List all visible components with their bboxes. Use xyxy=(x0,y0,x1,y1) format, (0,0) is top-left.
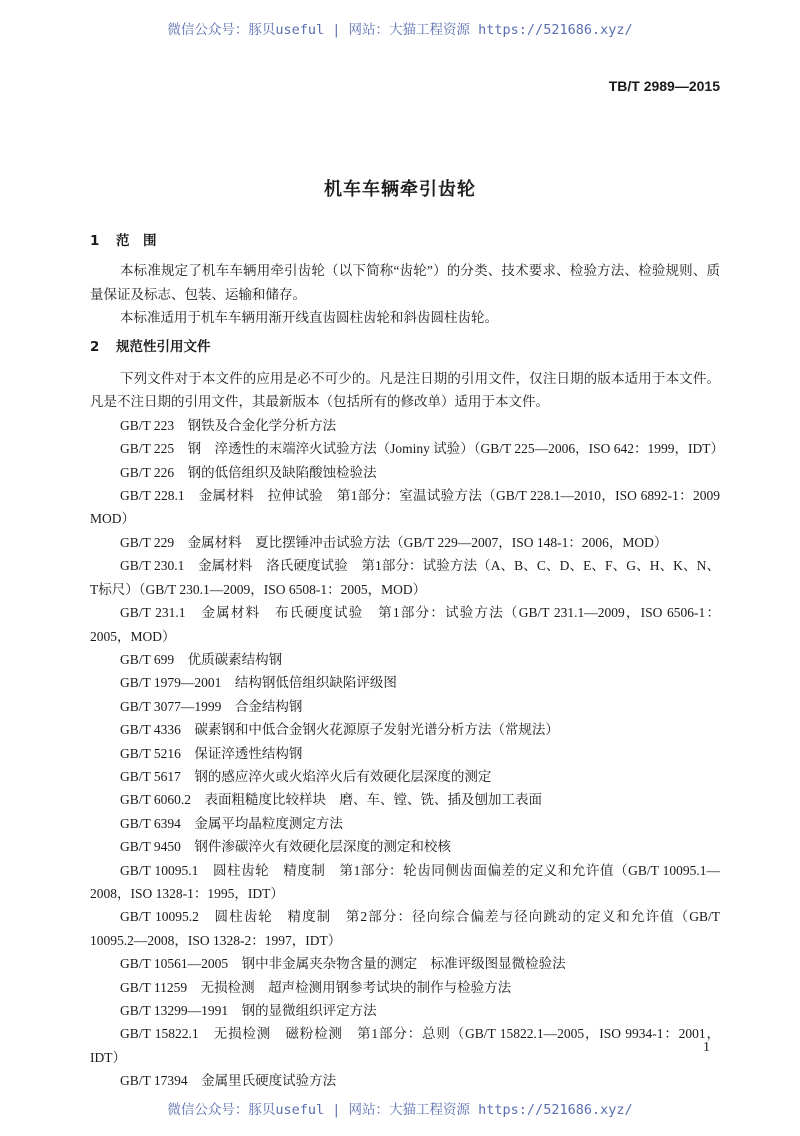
reference-item: GB/T 3077—1999 合金结构钢 xyxy=(120,698,303,714)
document-body xyxy=(90,230,725,1093)
standard-code: TB/T 2989—2015 xyxy=(608,78,720,94)
section-number: 2 xyxy=(90,338,100,355)
reference-item: GB/T 9450 钢件渗碳淬火有效硬化层深度的测定和校核 xyxy=(120,839,451,855)
reference-item: GB/T 10095.1 圆柱齿轮 精度制 第1部分：轮齿同侧齿面偏差的定义和允许值（GB/T 10095.1—2008，ISO 1328-1：1995，IDT） xyxy=(90,862,720,901)
reference-item: GB/T 5617 钢的感应淬火或火焰淬火后有效硬化层深度的测定 xyxy=(120,768,492,784)
section-title: 范 围 xyxy=(116,233,157,249)
section-2-heading xyxy=(90,336,720,359)
reference-item: GB/T 225 钢 淬透性的末端淬火试验方法（Jominy 试验）（GB/T 225—2006，ISO 642：1999，IDT） xyxy=(120,441,725,457)
section-title: 规范性引用文件 xyxy=(116,338,211,355)
reference-item: GB/T 11259 无损检测 超声检测用钢参考试块的制作与检验方法 xyxy=(120,979,512,995)
reference-item: GB/T 10095.2 圆柱齿轮 精度制 第2部分：径向综合偏差与径向跳动的定义和允许值（GB/T 10095.2—2008，ISO 1328-2：1997，IDT） xyxy=(90,909,720,948)
reference-item: GB/T 229 金属材料 夏比摆锤冲击试验方法（GB/T 229—2007，ISO 148-1：2006，MOD） xyxy=(120,534,668,550)
page-number: 1 xyxy=(703,1040,710,1055)
document-title: 机车车辆牵引齿轮 xyxy=(324,179,476,200)
reference-item: GB/T 6060.2 表面粗糙度比较样块 磨、车、镗、铣、插及刨加工表面 xyxy=(120,792,543,808)
reference-list xyxy=(90,414,725,1093)
reference-item: GB/T 13299—1991 钢的显微组织评定方法 xyxy=(120,1003,377,1018)
reference-item: GB/T 15822.1 无损检测 磁粉检测 第1部分：总则（GB/T 15822.1—2005，ISO 9934-1：2001，IDT） xyxy=(90,1026,720,1065)
reference-item: GB/T 699 优质碳素结构钢 xyxy=(120,651,283,667)
reference-item: GB/T 231.1 金属材料 布氏硬度试验 第1部分：试验方法（GB/T 231.1—2009，ISO 6506-1：2005，MOD） xyxy=(90,605,720,644)
reference-item: GB/T 17394 金属里氏硬度试验方法 xyxy=(120,1073,337,1089)
reference-item: GB/T 228.1 金属材料 拉伸试验 第1部分：室温试验方法（GB/T 228.1—2010，ISO 6892-1：2009 MOD） xyxy=(90,488,720,527)
reference-item: GB/T 1979—2001 结构钢低倍组织缺陷评级图 xyxy=(120,675,397,691)
reference-item: GB/T 6394 金属平均晶粒度测定方法 xyxy=(120,815,343,831)
paragraph: 下列文件对于本文件的应用是必不可少的。凡是注日期的引用文件，仅注日期的版本适用于本文件。凡是不注日期的引用文件，其最新版本（包括所有的修改单）适用于本文件。 xyxy=(90,371,720,410)
watermark-top: 微信公众号：豚贝useful | 网站：大猫工程资源 https://521686.xyz/ xyxy=(167,22,633,38)
paragraph: 本标准规定了机车车辆用牵引齿轮（以下简称“齿轮”）的分类、技术要求、检验方法、检验规则、质量保证及标志、包装、运输和储存。 xyxy=(90,263,720,302)
reference-item: GB/T 230.1 金属材料 洛氏硬度试验 第1部分：试验方法（A、B、C、D、E、F、G、H、K、N、T标尺）（GB/T 230.1—2009，ISO 6508-1：2005，MOD） xyxy=(90,558,720,597)
section-number: 1 xyxy=(90,233,100,249)
reference-item: GB/T 223 钢铁及合金化学分析方法 xyxy=(120,417,337,433)
watermark-bottom: 微信公众号：豚贝useful | 网站：大猫工程资源 https://521686.xyz/ xyxy=(167,1102,633,1118)
section-1-heading xyxy=(90,230,720,253)
reference-item: GB/T 10561—2005 钢中非金属夹杂物含量的测定 标准评级图显微检验法 xyxy=(120,956,566,972)
reference-item: GB/T 4336 碳素钢和中低合金钢火花源原子发射光谱分析方法（常规法） xyxy=(120,722,559,738)
paragraph: 本标准适用于机车车辆用渐开线直齿圆柱齿轮和斜齿圆柱齿轮。 xyxy=(120,310,498,326)
reference-item: GB/T 5216 保证淬透性结构钢 xyxy=(120,745,303,761)
reference-item: GB/T 226 钢的低倍组织及缺陷酸蚀检验法 xyxy=(120,464,377,480)
